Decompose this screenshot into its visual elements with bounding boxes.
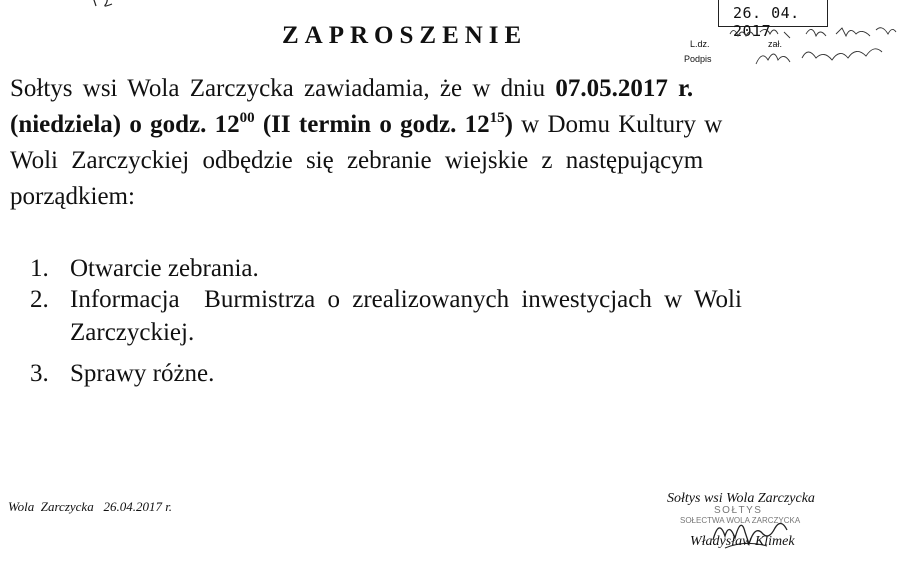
meeting-date: 07.05.2017 r. bbox=[555, 75, 694, 102]
venue-text: w Domu Kultury w bbox=[512, 111, 723, 138]
official-stamp-line-2: SOŁECTWA WOLA ZARCZYCKA bbox=[680, 516, 801, 525]
signatory-name: Władysław Klimek bbox=[690, 534, 795, 549]
agenda-text: Otwarcie zebrania. bbox=[70, 255, 259, 282]
signatory-title: Sołtys wsi Wola Zarczycka bbox=[667, 491, 815, 506]
ldz-label: L.dz. bbox=[690, 39, 710, 49]
official-stamp-line-1: SOŁTYS bbox=[714, 505, 763, 516]
time-minutes-1: 00 bbox=[239, 110, 255, 126]
agenda-text: Sprawy różne. bbox=[70, 360, 215, 387]
body-line-4 bbox=[10, 179, 894, 215]
agenda-text: Informacja Burmistrza o zrealizowanych inwestycjach w Woli bbox=[70, 286, 742, 313]
agenda-number: 1. bbox=[30, 255, 49, 282]
body-line4-text: porządkiem: bbox=[10, 183, 135, 210]
body-line-3 bbox=[10, 143, 894, 179]
agenda-number: 3. bbox=[30, 360, 49, 387]
stamp-date: 26. 04. 2017 bbox=[733, 4, 800, 40]
second-term-close: ) bbox=[504, 111, 513, 138]
body-line1-text: Sołtys wsi Wola Zarczycka zawiadamia, że w dniu bbox=[10, 75, 556, 102]
agenda-number: 2. bbox=[30, 286, 49, 313]
page-title: ZAPROSZENIE bbox=[282, 22, 528, 49]
meeting-day-time: (niedziela) o godz. 12 bbox=[10, 111, 240, 138]
registration-stamp bbox=[718, 0, 828, 40]
body-line-1 bbox=[10, 71, 894, 107]
zal-label: zał. bbox=[768, 39, 783, 49]
second-term-text: (II termin o godz. 12 bbox=[254, 111, 490, 138]
podpis-label: Podpis bbox=[684, 54, 712, 64]
time-minutes-2: 15 bbox=[489, 110, 505, 126]
place-and-date: Wola Zarczycka 26.04.2017 r. bbox=[8, 499, 173, 514]
body-line-2 bbox=[10, 107, 894, 143]
registration-block bbox=[684, 30, 900, 72]
body-paragraph bbox=[10, 71, 894, 215]
handwritten-mark bbox=[88, 0, 128, 12]
handwritten-registration bbox=[720, 24, 900, 72]
body-line3-text: Woli Zarczyckiej odbędzie się zebranie wiejskie z następującym bbox=[10, 147, 704, 174]
agenda-text-continued: Zarczyckiej. bbox=[70, 319, 195, 346]
